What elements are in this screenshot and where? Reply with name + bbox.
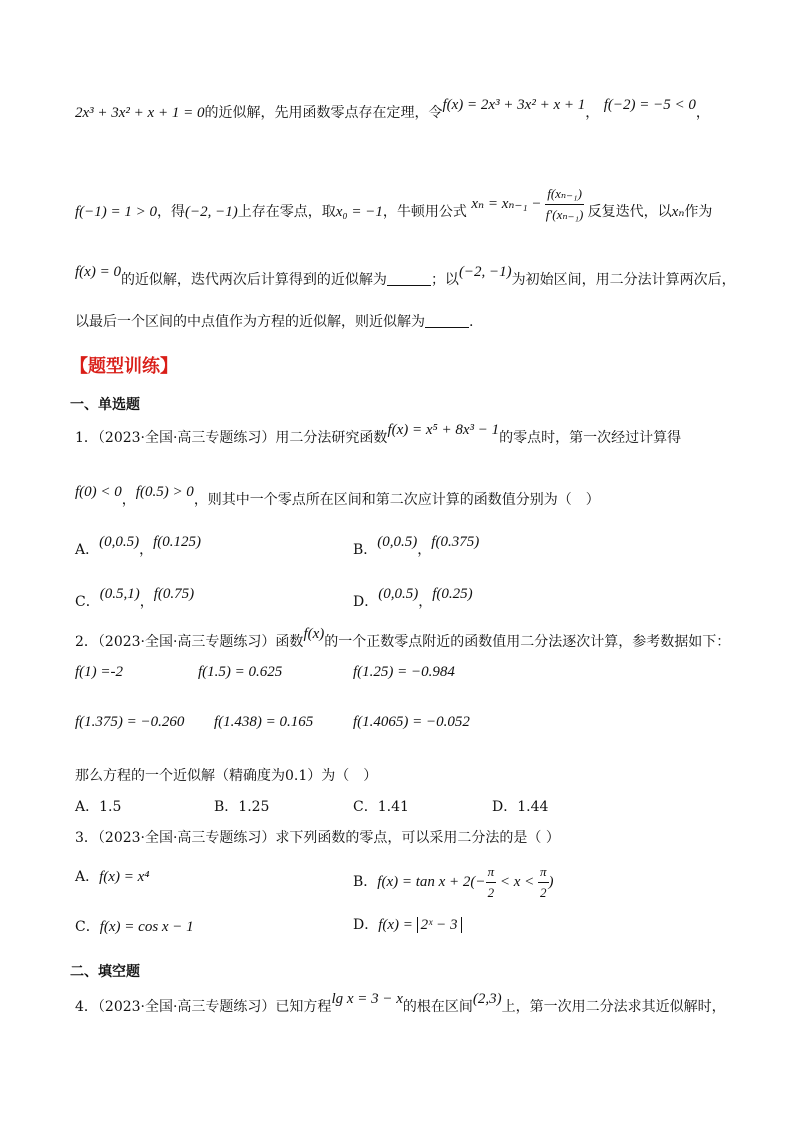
value: f(0.5) > 0: [135, 484, 194, 500]
option-formula: [377, 864, 554, 900]
function: f(x) = x⁵ + 8x³ − 1: [387, 422, 500, 438]
function-definition: f(x) = 2x³ + 3x² + x + 1: [442, 97, 586, 113]
value: f(0) < 0: [75, 484, 122, 500]
xn: xₙ: [671, 203, 685, 220]
denominator: 2: [539, 885, 547, 900]
option-formula: f(x) = x⁴: [99, 869, 150, 885]
q2-line1: [75, 626, 731, 652]
part1-title: 一、单选题: [70, 397, 140, 413]
option-label: C．: [75, 919, 100, 935]
separator: ，: [418, 594, 433, 610]
text: ，得: [157, 203, 186, 220]
question-lead: 1．（2023·全国·高三专题练习）用二分法研究函数: [75, 430, 388, 446]
option-value: f(0.375): [431, 534, 480, 550]
option-label: D．: [353, 594, 379, 610]
text: ；以: [430, 272, 459, 288]
q2-data-6: f(1.4065) = −0.052: [353, 714, 470, 730]
option-label: B．: [353, 542, 378, 558]
numerator: π: [486, 862, 497, 883]
formula-part: f(x) = tan x + 2(−: [377, 873, 486, 890]
option-text: 1.44: [517, 799, 549, 815]
text: .: [469, 314, 474, 330]
question-lead: 4．（2023·全国·高三专题练习）已知方程: [75, 999, 332, 1015]
option-label: D．: [353, 917, 379, 933]
option-value: f(0.25): [432, 586, 473, 602]
option-text: 1.25: [238, 799, 270, 815]
denominator: f′(xₙ₋₁): [545, 207, 584, 222]
text: 的根在区间: [402, 999, 473, 1015]
fraction: [486, 862, 497, 903]
text: 以最后一个区间的中点值作为方程的近似解，则近似解为: [75, 314, 425, 330]
q2-option-c[interactable]: [353, 797, 409, 817]
para1-line1: [75, 97, 710, 123]
text: 上，第一次用二分法求其近似解时，: [501, 999, 726, 1015]
para1-line2: [75, 186, 713, 233]
equation: 2x³ + 3x² + x + 1 = 0: [75, 105, 205, 121]
equation: lg x = 3 − x: [331, 991, 403, 1007]
formula-part: < x <: [496, 873, 538, 890]
q1-line1: [75, 422, 682, 448]
interval: (−2, −1): [458, 264, 512, 280]
separator: ，: [139, 542, 154, 558]
text: 的零点时，第一次经过计算得: [499, 430, 682, 446]
option-label: C．: [75, 594, 100, 610]
q2-data-5: f(1.438) = 0.165: [214, 714, 314, 730]
interval: (−2, −1): [185, 203, 238, 220]
q2-data-1: f(1) =-2: [75, 664, 124, 680]
separator: ，: [417, 542, 432, 558]
option-label: C．: [353, 799, 378, 815]
text: ，则其中一个零点所在区间和第二次应计算的函数值分别为（ ）: [193, 492, 600, 508]
separator: ，: [139, 594, 154, 610]
option-formula: f(x) = cos x − 1: [99, 919, 194, 935]
newton-formula: [471, 186, 587, 222]
section-title: 【题型训练】: [70, 356, 178, 377]
equation-zero: f(x) = 0: [75, 264, 121, 280]
option-interval: (0,0.5): [377, 534, 418, 550]
q1-line2: [75, 484, 600, 510]
option-label: A．: [75, 869, 100, 885]
q3-option-b[interactable]: [353, 862, 554, 903]
absolute-value: 2ˣ − 3: [417, 917, 462, 933]
numerator: π: [538, 862, 549, 883]
value-f-neg2: f(−2) = −5 < 0: [603, 97, 696, 113]
question-lead: 2．（2023·全国·高三专题练习）函数: [75, 634, 304, 650]
option-label: A．: [75, 799, 100, 815]
q1-option-c[interactable]: [75, 586, 195, 612]
numerator: f(xₙ₋₁): [545, 184, 584, 205]
separator: ，: [121, 492, 136, 508]
text: 的一个正数零点附近的函数值用二分法逐次计算，参考数据如下：: [324, 634, 731, 650]
q2-option-a[interactable]: [75, 797, 121, 817]
q2-question: 那么方程的一个近似解（精确度为0.1）为（ ）: [75, 768, 378, 784]
option-interval: (0,0.5): [378, 586, 419, 602]
text: 反复迭代，以: [587, 203, 672, 220]
text: 作为: [684, 203, 713, 220]
value-f-neg1: f(−1) = 1 > 0: [75, 203, 158, 220]
option-text: 1.41: [377, 799, 409, 815]
option-label: B．: [353, 873, 378, 890]
q4-line1: [75, 991, 726, 1017]
q2-data-3: f(1.25) = −0.984: [353, 664, 455, 680]
option-label: A．: [75, 542, 100, 558]
option-interval: (0,0.5): [99, 534, 140, 550]
para1-line4: [75, 312, 473, 332]
option-text: 1.5: [99, 799, 122, 815]
q3-question: 3．（2023·全国·高三专题练习）求下列函数的零点，可以采用二分法的是（ ）: [75, 830, 560, 846]
q3-option-a[interactable]: [75, 867, 149, 887]
q3-option-d[interactable]: [353, 915, 462, 935]
q2-data-2: f(1.5) = 0.625: [198, 664, 283, 680]
option-formula: f(x) =: [378, 917, 417, 933]
text: 上存在零点，取: [237, 203, 336, 220]
q2-option-d[interactable]: [492, 797, 548, 817]
q1-option-a[interactable]: [75, 534, 202, 560]
formula-part: ): [548, 873, 554, 890]
option-value: f(0.125): [153, 534, 202, 550]
text: 的近似解，先用函数零点存在定理，令: [204, 105, 443, 121]
part2-title: 二、填空题: [70, 964, 140, 980]
newton-fraction: [545, 184, 584, 225]
text: ，牛顿用公式: [382, 203, 467, 220]
q1-option-b[interactable]: [353, 534, 480, 560]
fraction: [538, 862, 549, 903]
newton-lhs: xₙ = xₙ₋₁ −: [471, 195, 542, 212]
option-label: D．: [492, 799, 518, 815]
option-label: B．: [214, 799, 239, 815]
text: 为初始区间，用二分法计算两次后，: [511, 272, 736, 288]
text: 的近似解，迭代两次后计算得到的近似解为: [120, 272, 387, 288]
q2-option-b[interactable]: [214, 797, 269, 817]
option-value: f(0.75): [153, 586, 195, 602]
q2-data-4: f(1.375) = −0.260: [75, 714, 185, 730]
initial-value: x₀ = −1: [335, 203, 383, 220]
answer-blank[interactable]: [387, 271, 431, 286]
q3-option-c[interactable]: [75, 917, 194, 937]
function: f(x): [303, 626, 325, 642]
denominator: 2: [487, 885, 495, 900]
option-interval: (0.5,1): [99, 586, 140, 602]
separator: ，: [695, 105, 710, 121]
q1-option-d[interactable]: [353, 586, 473, 612]
separator: ，: [585, 105, 600, 121]
interval: (2,3): [472, 991, 502, 1007]
answer-blank[interactable]: [425, 313, 469, 328]
para1-line3: [75, 264, 736, 290]
